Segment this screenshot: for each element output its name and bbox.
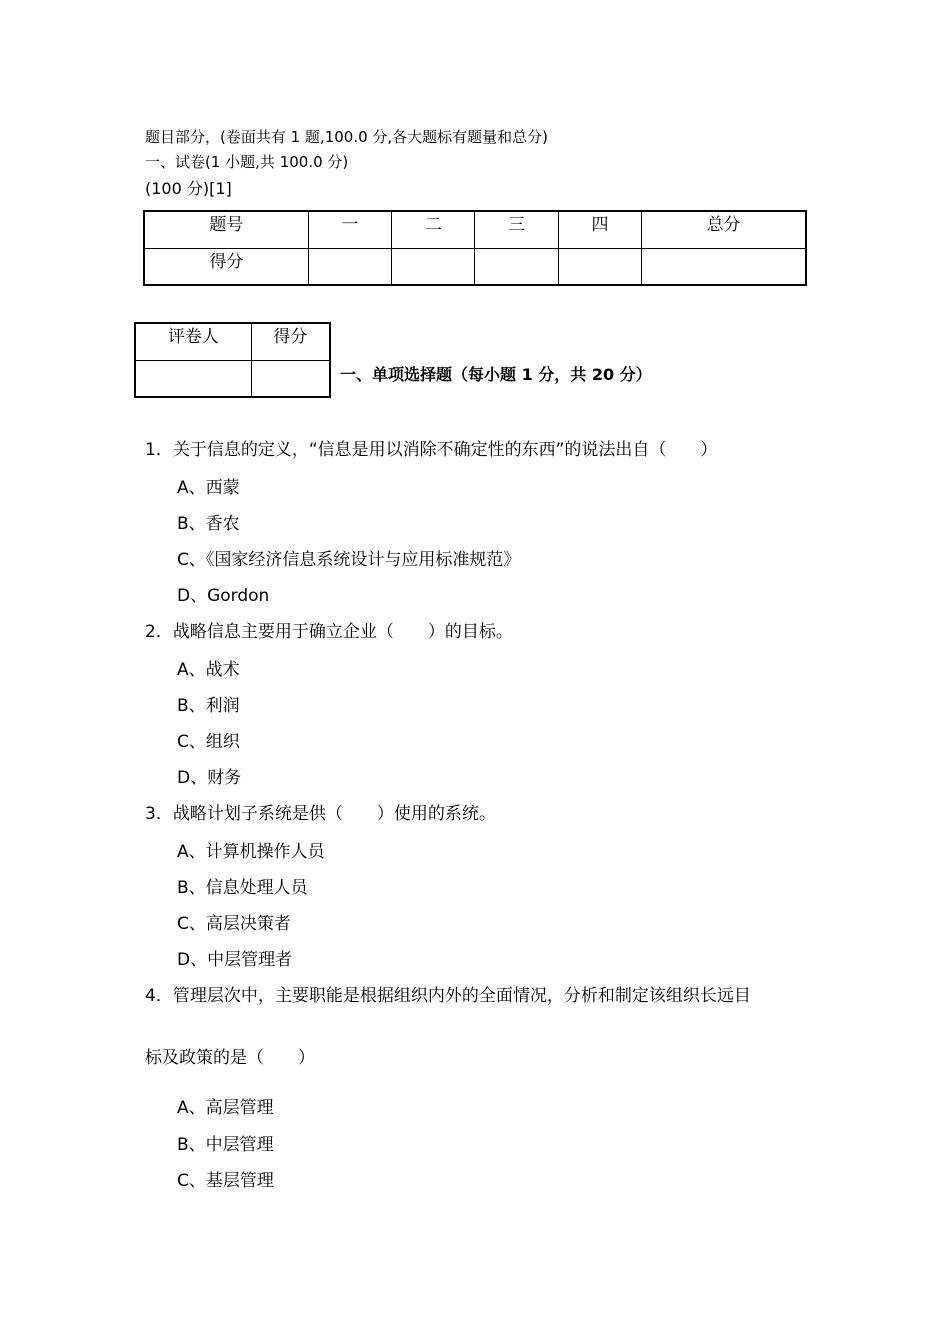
score-cell [308,248,391,285]
question-option: D、Gordon [177,586,270,606]
question-option: A、战术 [177,660,240,680]
question-option: C、高层决策者 [177,914,291,934]
score-table-header: 一 [308,211,391,248]
exam-section-summary: 一、试卷(1 小题,共 100.0 分) [145,153,349,171]
question-stem: 3．战略计划子系统是供（ ）使用的系统。 [145,804,496,824]
question-option: B、信息处理人员 [177,878,308,898]
score-table-header: 总分 [642,211,806,248]
score-table-header: 题号 [144,211,308,248]
question-stem: 2．战略信息主要用于确立企业（ ）的目标。 [145,622,513,642]
score-cell [642,248,806,285]
question-option: A、高层管理 [177,1098,274,1118]
question-option: C、组织 [177,732,240,752]
exam-header-line: 题目部分，(卷面共有 1 题,100.0 分,各大题标有题量和总分) [145,128,549,146]
question-option: B、中层管理 [177,1135,274,1155]
score-cell [475,248,558,285]
grader-header: 得分 [251,323,330,360]
question-option: A、西蒙 [177,478,240,498]
score-cell [392,248,475,285]
section-title: 一、单项选择题（每小题 1 分，共 20 分） [340,365,652,384]
question-stem: 1．关于信息的定义，“信息是用以消除不确定性的东西”的说法出自（ ） [145,440,718,460]
exam-score-note: (100 分)[1] [145,179,232,198]
score-table-row-label: 得分 [144,248,308,285]
grader-table-empty-row [135,360,330,397]
grader-header: 评卷人 [135,323,251,360]
score-table-header-row [144,211,806,248]
grader-table-header-row [135,323,330,360]
grader-table [134,322,331,398]
grader-cell [135,360,251,397]
score-table [143,210,807,286]
question-option: D、财务 [177,768,242,788]
question-option: C、基层管理 [177,1171,274,1191]
score-table-header: 四 [558,211,641,248]
question-option: A、计算机操作人员 [177,842,325,862]
score-table-score-row [144,248,806,285]
score-cell [558,248,641,285]
score-table-header: 二 [392,211,475,248]
question-option: B、利润 [177,696,240,716]
question-option: D、中层管理者 [177,950,293,970]
question-option: B、香农 [177,514,240,534]
question-stem-continued: 标及政策的是（ ） [145,1048,315,1068]
score-table-header: 三 [475,211,558,248]
grader-cell [251,360,330,397]
question-stem: 4．管理层次中，主要职能是根据组织内外的全面情况，分析和制定该组织长远目 [145,986,751,1006]
question-option: C、《国家经济信息系统设计与应用标准规范》 [177,550,521,570]
